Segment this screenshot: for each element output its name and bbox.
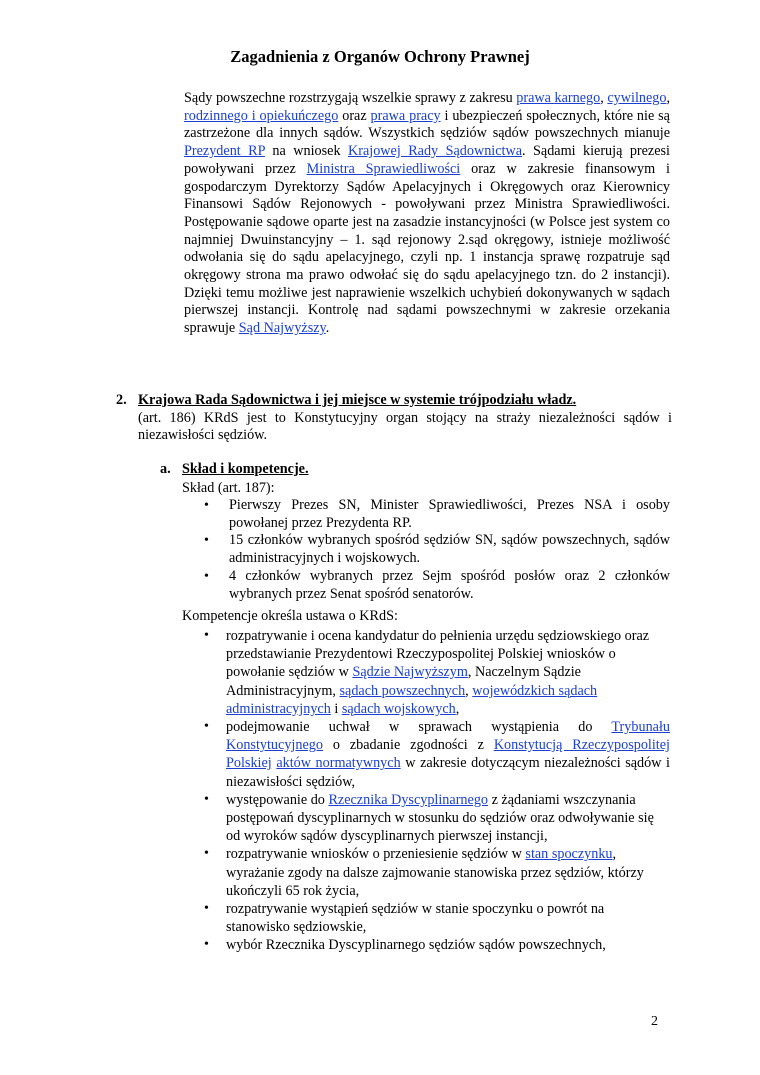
section-2-heading: Krajowa Rada Sądownictwa i jej miejsce w systemie trójpodziału władz. xyxy=(138,392,577,408)
list-item: • podejmowanie uchwał w sprawach wystąpienia do Trybunału Konstytucyjnego o zbadanie zgodności z Konstytucją Rzeczypospolitej Polskiej aktów normatywnych w zakresie dotyczącym niezależności sądów i niezawisłości sędziów, xyxy=(184,718,670,791)
link-prezydent-rp[interactable]: Prezydent RP xyxy=(184,143,265,160)
section-2-number: 2. xyxy=(116,392,127,408)
link-sadzie-najwyzszym[interactable]: Sądzie Najwyższym xyxy=(352,664,468,681)
kompetencje-list xyxy=(184,627,670,955)
link-cywilnego[interactable]: cywilnego xyxy=(607,90,667,106)
intro-paragraph: Sądy powszechne rozstrzygają wszelkie sprawy z zakresu prawa karnego, cywilnego, rodzinnego i opiekuńczego oraz prawa pracy i ubezpieczeń społecznych, które nie są zastrzeżone dla innych sądów. Wszystkich sędziów sądów powszechnych mianuje Prezydent RP na wniosek Krajowej Rady Sądownictwa. Sądami kierują prezesi powoływani przez Ministra Sprawiedliwości oraz w zakresie finansowym i gospodarczym Dyrektorzy Sądów Apelacyjnych i Okręgowych oraz Kierownicy Finansowi Sądów Rejonowych - powoływani przez Ministra Sprawiedliwości. Postępowanie sądowe oparte jest na zasadzie instancyjności (w Polsce jest system co najmniej Dwuinstancyjny – 1. sąd rejonowy 2.sąd okręgowy, istnieje możliwość odwołania się do sądu apelacyjnego, czyli np. 1 instancja sprawę rozpatruje sąd okręgowy strona ma prawo odwołać się do sądu apelacyjnego tzn. do 2 instancji). Dzięki temu możliwe jest naprawienie wszelkich uchybień dokonywanych w sądach pierwszej instancji. Kontrolę nad sądami powszechnymi w zakresie orzekania sprawuje Sąd Najwyższy. xyxy=(184,90,671,337)
link-stan-spoczynku[interactable]: stan spoczynku xyxy=(525,846,613,863)
list-item: • 15 członków wybranych spośród sędziów SN, sądów powszechnych, sądów administracyjnych i wojskowych. xyxy=(184,532,670,567)
link-rodzinnego-i-opiekunczego[interactable]: rodzinnego i opiekuńczego xyxy=(184,107,339,124)
link-sadach-wojskowych[interactable]: sądach wojskowych xyxy=(341,700,456,717)
subsection-a-number: a. xyxy=(160,461,171,477)
kompetencje-label: Kompetencje określa ustawa o KRdS: xyxy=(182,608,398,624)
link-prawa-karnego[interactable]: prawa karnego xyxy=(516,90,601,106)
page-title: Zagadnienia z Organów Ochrony Prawnej xyxy=(230,47,530,66)
link-ministra-sprawiedliwosci[interactable]: Ministra Sprawiedliwości xyxy=(306,160,461,177)
link-sadach-powszechnych[interactable]: sądach powszechnych xyxy=(339,682,466,699)
page-number: 2 xyxy=(651,1014,658,1029)
list-item: • 4 członków wybranych przez Sejm spośród posłów oraz 2 członków wybranych przez Senat spośród senatorów. xyxy=(184,568,670,603)
list-item: • rozpatrywanie wystąpień sędziów w stanie spoczynku o powrót na stanowisko sędziowskie, xyxy=(184,900,670,936)
link-konstytucja-rp[interactable]: Konstytucją Rzeczypospolitej Polskiej xyxy=(226,737,670,772)
link-prawa-pracy[interactable]: prawa pracy xyxy=(370,107,441,124)
list-item: • rozpatrywanie wniosków o przeniesienie sędziów w stan spoczynku, wyrażanie zgody na dalsze zajmowanie stanowiska przez sędziów, którzy ukończyli 65 rok życia, xyxy=(184,845,670,900)
list-item: • Pierwszy Prezes SN, Minister Sprawiedliwości, Prezes NSA i osoby powołanej przez Prezydenta RP. xyxy=(184,497,670,532)
link-wojewodzkich-sadach-administracyjnych[interactable]: wojewódzkich sądach administracyjnych xyxy=(226,682,598,717)
subsection-a-heading: Skład i kompetencje. xyxy=(182,461,309,477)
sklad-label: Skład (art. 187): xyxy=(182,480,275,496)
link-trybunalu-konstytucyjnego[interactable]: Trybunału Konstytucyjnego xyxy=(226,719,670,754)
section-2-description: (art. 186) KRdS jest to Konstytucyjny organ stojący na straży niezależności sądów i niezawisłości sędziów. xyxy=(138,409,672,444)
list-item: • występowanie do Rzecznika Dyscyplinarnego z żądaniami wszczynania postępowań dyscyplinarnych w stosunku do sędziów oraz odwoływanie się od wyroków sądów dyscyplinarnych pierwszej instancji, xyxy=(184,791,670,846)
link-aktow-normatywnych[interactable]: aktów normatywnych xyxy=(276,755,401,772)
list-item: • rozpatrywanie i ocena kandydatur do pełnienia urzędu sędziowskiego oraz przedstawianie Prezydentowi Rzeczypospolitej Polskiej wniosków o powołanie sędziów w Sądzie Najwyższym, Naczelnym Sądzie Administracyjnym, sądach powszechnych, wojewódzkich sądach administracyjnych i sądach wojskowych, xyxy=(184,627,670,718)
sklad-list xyxy=(184,497,670,603)
link-rzecznika-dyscyplinarnego[interactable]: Rzecznika Dyscyplinarnego xyxy=(328,791,489,808)
link-sad-najwyzszy[interactable]: Sąd Najwyższy xyxy=(238,320,326,337)
link-krajowej-rady-sadownictwa[interactable]: Krajowej Rady Sądownictwa xyxy=(347,143,523,160)
list-item: • wybór Rzecznika Dyscyplinarnego sędziów sądów powszechnych, xyxy=(184,936,670,954)
